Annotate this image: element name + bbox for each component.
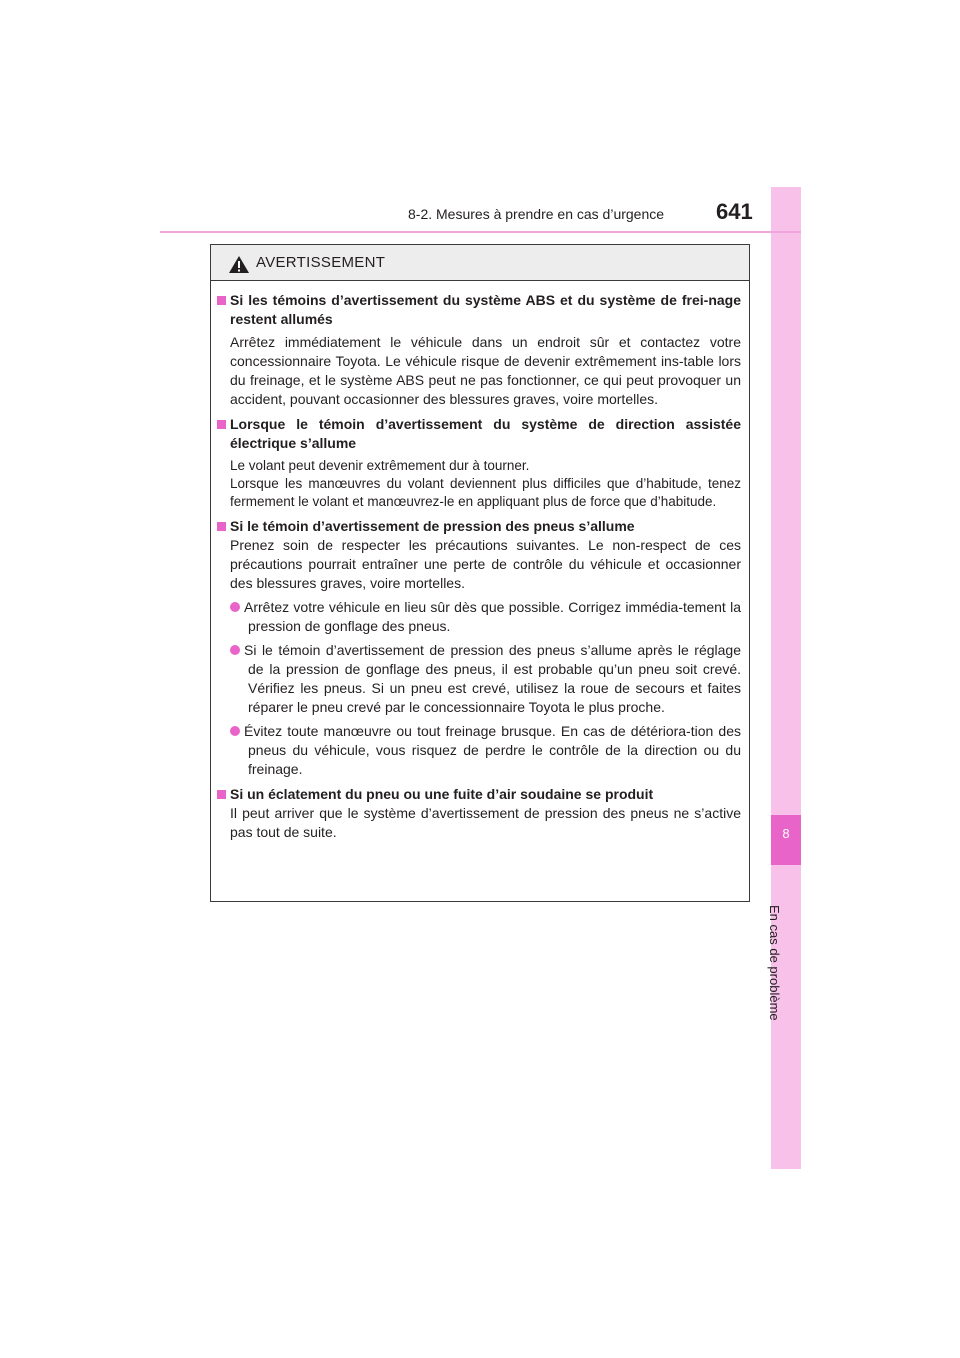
section-heading (217, 517, 741, 536)
square-bullet-icon (217, 522, 226, 531)
section-paragraph: Lorsque les manœuvres du volant deviennent plus difficiles que d’habitude, tenez fermement le volant et manœuvrez-le en appliquant plus de force que d’habitude. (230, 476, 741, 509)
bullet-item (217, 722, 741, 779)
bullet-text: Évitez toute manœuvre ou tout freinage brusque. En cas de détériora-tion des pneus du véhicule, vous risquez de perdre le contrôle de la direction ou du freinage. (244, 723, 741, 777)
round-bullet-icon (230, 726, 240, 736)
header-rule (160, 231, 801, 233)
square-bullet-icon (217, 790, 226, 799)
warning-header (211, 245, 749, 281)
section-heading-text: Si les témoins d’avertissement du système ABS et du système de frei-nage restent allumés (230, 292, 741, 327)
warning-section-abs (217, 291, 741, 409)
warning-section-tire-pressure (217, 517, 741, 779)
section-heading (217, 415, 741, 453)
warning-title: AVERTISSEMENT (256, 254, 386, 271)
section-heading (217, 291, 741, 329)
section-paragraph: Le volant peut devenir extrêmement dur à tourner. (230, 458, 530, 473)
chapter-side-tab (771, 187, 801, 1169)
chapter-title-text: En cas de problème (767, 905, 782, 1021)
section-paragraph: Arrêtez immédiatement le véhicule dans un endroit sûr et contactez votre concessionnaire Toyota. Le véhicule risque de devenir extrêmement ins-table lors du freinage, et le système ABS peut ne pas fonctionner, ce qui peut provoquer un accident, pouvant occasionner des blessures graves, voire mortelles. (230, 334, 741, 407)
bullet-text: Si le témoin d’avertissement de pression des pneus s’allume après le réglage de la pression de gonflage des pneus, il est probable qu’un pneu soit crevé. Vérifiez les pneus. Si un pneu est crevé, utilisez la roue de secours et faites réparer le pneu crevé par le concessionnaire Toyota le plus proche. (244, 642, 741, 715)
section-heading-text: Si le témoin d’avertissement de pression des pneus s’allume (230, 518, 635, 534)
warning-body (211, 281, 749, 842)
bullet-item (217, 641, 741, 717)
bullet-item (217, 598, 741, 636)
chapter-number: 8 (782, 826, 790, 841)
warning-box (210, 244, 750, 902)
round-bullet-icon (230, 602, 240, 612)
section-heading (217, 785, 741, 804)
header-section-title: 8-2. Mesures à prendre en cas d’urgence (408, 206, 665, 222)
warning-section-power-steering (217, 415, 741, 511)
round-bullet-icon (230, 645, 240, 655)
bullet-text: Arrêtez votre véhicule en lieu sûr dès que possible. Corrigez immédia-tement la pression de gonflage des pneus. (244, 599, 741, 634)
warning-triangle-icon (228, 255, 250, 274)
square-bullet-icon (217, 296, 226, 305)
page-number: 641 (716, 199, 753, 224)
section-heading-text: Si un éclatement du pneu ou une fuite d’air soudaine se produit (230, 786, 654, 802)
section-paragraph: Prenez soin de respecter les précautions suivantes. Le non-respect de ces précautions pourrait entraîner une perte de contrôle du véhicule et occasionner des blessures graves, voire mortelles. (230, 537, 741, 591)
section-heading-text: Lorsque le témoin d’avertissement du système de direction assistée électrique s’allume (230, 416, 741, 451)
square-bullet-icon (217, 420, 226, 429)
section-paragraph: Il peut arriver que le système d’avertissement de pression des pneus ne s’active pas tout de suite. (230, 805, 741, 840)
warning-section-tire-burst (217, 785, 741, 842)
